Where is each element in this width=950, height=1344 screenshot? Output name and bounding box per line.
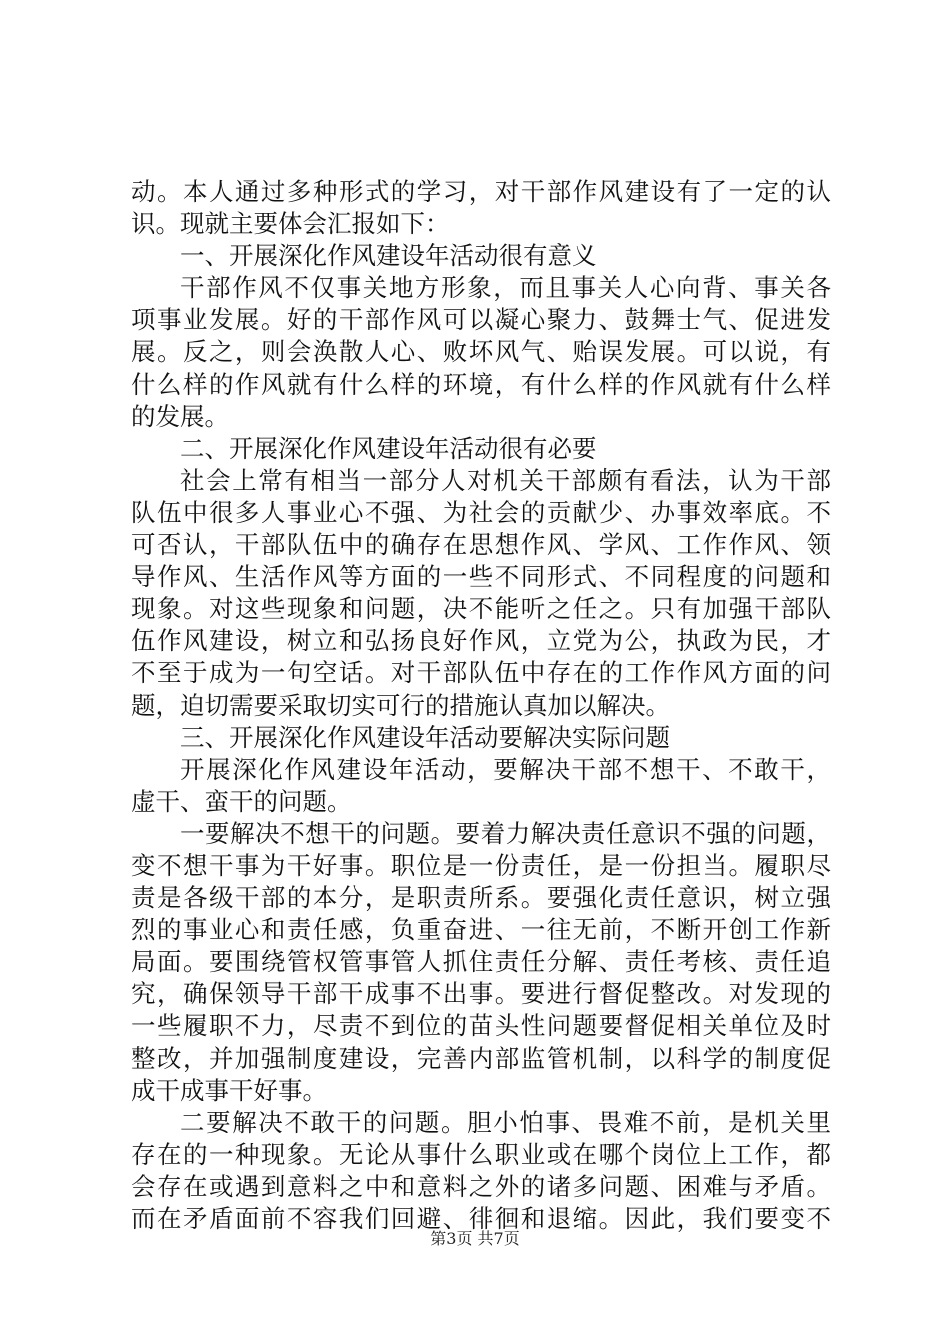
section-heading — [131, 240, 831, 272]
text-line: 而在矛盾面前不容我们回避、徘徊和退缩。因此，我们要变不 — [131, 1204, 831, 1233]
text-line: 整改，并加强制度建设，完善内部监管机制，以科学的制度促 — [131, 1043, 831, 1073]
text-line: 队伍中很多人事业心不强、为社会的贡献少、办事效率底。不 — [131, 497, 831, 527]
text-line: 烈的事业心和责任感，负重奋进、一往无前，不断开创工作新 — [131, 915, 831, 945]
text-line: 的发展。 — [131, 401, 229, 431]
text-line: 二要解决不敢干的问题。胆小怕事、畏难不前，是机关里 — [180, 1107, 831, 1137]
text-line: 一要解决不想干的问题。要着力解决责任意识不强的问题， — [180, 818, 831, 848]
section-heading — [131, 722, 831, 754]
paragraph — [131, 272, 831, 432]
text-line: 一、开展深化作风建设年活动很有意义 — [180, 241, 597, 271]
text-line: 项事业发展。好的干部作风可以凝心聚力、鼓舞士气、促进发 — [131, 305, 831, 335]
text-line: 伍作风建设，树立和弘扬良好作风，立党为公，执政为民，才 — [131, 626, 831, 656]
text-line: 题，迫切需要采取切实可行的措施认真加以解决。 — [131, 690, 670, 720]
text-line: 可否认，干部队伍中的确存在思想作风、学风、工作作风、领 — [131, 530, 831, 560]
text-line: 现象。对这些现象和问题，决不能听之任之。只有加强干部队 — [131, 594, 831, 624]
text-line: 成干成事干好事。 — [131, 1075, 327, 1105]
text-line: 存在的一种现象。无论从事什么职业或在哪个岗位上工作，都 — [131, 1139, 831, 1169]
text-line: 二、开展深化作风建设年活动很有必要 — [180, 433, 597, 463]
paragraph — [131, 754, 831, 818]
text-line: 展。反之，则会涣散人心、败坏风气、贻误发展。可以说，有 — [131, 337, 831, 367]
text-line: 动。本人通过多种形式的学习，对干部作风建设有了一定的认 — [131, 177, 831, 206]
text-line: 开展深化作风建设年活动，要解决干部不想干、不敢干， — [180, 754, 831, 784]
text-line: 虚干、蛮干的问题。 — [131, 786, 352, 816]
text-line: 三、开展深化作风建设年活动要解决实际问题 — [180, 722, 670, 752]
text-line: 一些履职不力，尽责不到位的苗头性问题要督促相关单位及时 — [131, 1011, 831, 1041]
text-line: 干部作风不仅事关地方形象，而且事关人心向背、事关各 — [180, 273, 831, 303]
paragraph — [131, 176, 831, 240]
text-line: 变不想干事为干好事。职位是一份责任，是一份担当。履职尽 — [131, 850, 831, 880]
text-line: 社会上常有相当一部分人对机关干部颇有看法，认为干部 — [180, 465, 831, 495]
text-line: 局面。要围绕管权管事管人抓住责任分解、责任考核、责任追 — [131, 947, 831, 977]
paragraph — [131, 465, 831, 722]
text-line: 责是各级干部的本分，是职责所系。要强化责任意识，树立强 — [131, 883, 831, 913]
text-line: 什么样的作风就有什么样的环境，有什么样的作风就有什么样 — [131, 369, 831, 399]
paragraph — [131, 1107, 831, 1235]
document-body — [131, 176, 831, 1235]
text-line: 识。现就主要体会汇报如下： — [131, 209, 450, 239]
page-footer: 第3页 共7页 — [430, 1229, 520, 1248]
paragraph — [131, 818, 831, 1107]
text-line: 不至于成为一句空话。对干部队伍中存在的工作作风方面的问 — [131, 658, 831, 688]
section-heading — [131, 433, 831, 465]
text-line: 导作风、生活作风等方面的一些不同形式、不同程度的问题和 — [131, 562, 831, 592]
text-line: 会存在或遇到意料之中和意料之外的诸多问题、困难与矛盾。 — [131, 1171, 831, 1201]
text-line: 究，确保领导干部干成事不出事。要进行督促整改。对发现的 — [131, 979, 831, 1009]
